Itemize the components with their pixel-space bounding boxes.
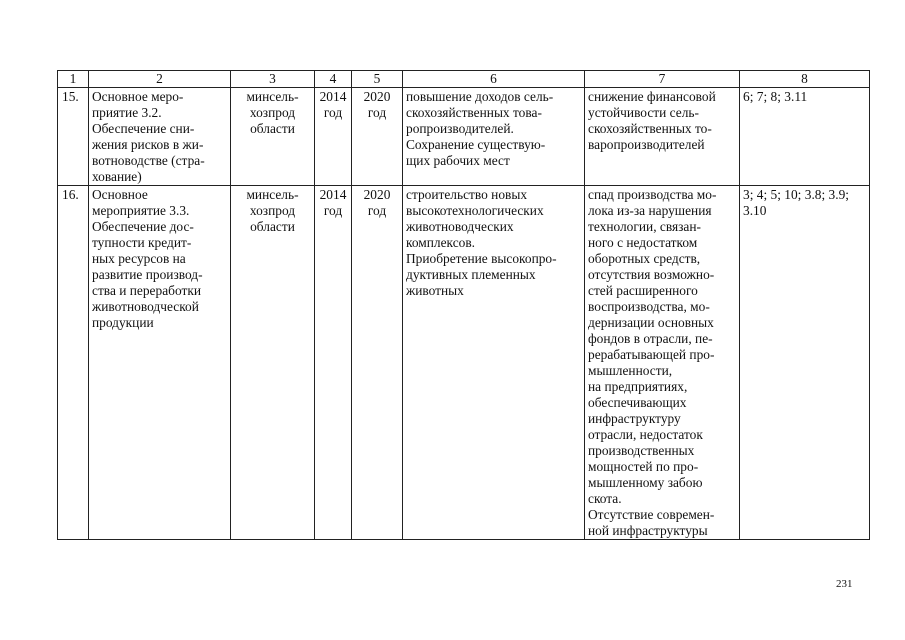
cell-text-line: щих рабочих мест — [406, 153, 510, 168]
cell-text-line: Сохранение существую- — [406, 137, 546, 152]
cell-text-line: мощностей по про- — [588, 459, 699, 474]
cell-text-line: отсутствия возможно- — [588, 267, 715, 282]
cell-text-line: рерабатывающей про- — [588, 347, 715, 362]
cell-text-line: хозпрод — [249, 105, 296, 120]
cell-text-line: минсель- — [246, 89, 299, 104]
cell-text-line: развитие производ- — [92, 267, 203, 282]
cell-text-line: мышленному забою — [588, 475, 703, 490]
table-row — [58, 88, 870, 186]
cell-text-line: ных ресурсов на — [92, 251, 186, 266]
cell-text-line: производственных — [588, 443, 695, 458]
indicators-cell — [740, 88, 870, 186]
consequences-cell — [585, 88, 740, 186]
cell-text-line: повышение доходов сель- — [406, 89, 554, 104]
cell-text-line: мышленности, — [588, 363, 673, 378]
consequences-cell — [585, 186, 740, 540]
cell-text-line: животноводческой — [92, 299, 199, 314]
cell-text-line: снижение финансовой — [588, 89, 716, 104]
indicators-cell — [740, 186, 870, 540]
cell-text-line: дернизации основных — [588, 315, 714, 330]
column-number-3: 3 — [231, 71, 315, 88]
executor-cell — [231, 186, 315, 540]
end-year-cell — [352, 88, 403, 186]
cell-text-line: мероприятие 3.3. — [92, 203, 190, 218]
expected-result-cell — [403, 186, 585, 540]
cell-text-line: варопроизводителей — [588, 137, 705, 152]
cell-text-line: скохозяйственных това- — [406, 105, 542, 120]
end-year-cell — [352, 186, 403, 540]
cell-text-line: скота. — [588, 491, 622, 506]
cell-text-line: Обеспечение сни- — [92, 121, 195, 136]
cell-text-line: инфраструктуру — [588, 411, 681, 426]
activity-name-cell — [89, 88, 231, 186]
cell-text-line: год — [323, 105, 343, 120]
cell-text-line: области — [250, 121, 295, 136]
activity-name-cell — [89, 186, 231, 540]
cell-text-line: год — [367, 105, 387, 120]
cell-text-line: тупности кредит- — [92, 235, 192, 250]
cell-text-line: ной инфраструктуры — [588, 523, 708, 538]
cell-text-line: скохозяйственных то- — [588, 121, 712, 136]
cell-text-line: 3; 4; 5; 10; 3.8; 3.9; — [743, 187, 850, 202]
cell-text-line: высокотехнологических — [406, 203, 544, 218]
expected-result-cell — [403, 88, 585, 186]
row-number-cell: 15. — [58, 88, 89, 186]
cell-text-line: вотноводстве (стра- — [92, 153, 205, 168]
cell-text-line: устойчивости сель- — [588, 105, 699, 120]
cell-text-line: строительство новых — [406, 187, 528, 202]
cell-text-line: животных — [406, 283, 464, 298]
cell-text-line: комплексов. — [406, 235, 476, 250]
cell-text-line: животноводческих — [406, 219, 514, 234]
cell-text-line: Приобретение высокопро- — [406, 251, 557, 266]
column-number-5: 5 — [352, 71, 403, 88]
cell-text-line: ства и переработки — [92, 283, 201, 298]
cell-text-line: Основное меро- — [92, 89, 184, 104]
cell-text-line: 2014 — [319, 89, 347, 104]
executor-cell — [231, 88, 315, 186]
cell-text-line: приятие 3.2. — [92, 105, 162, 120]
column-number-7: 7 — [585, 71, 740, 88]
cell-text-line: Основное — [92, 187, 148, 202]
cell-text-line: 2020 — [363, 89, 391, 104]
cell-text-line: воспроизводства, мо- — [588, 299, 710, 314]
page-number: 231 — [836, 578, 853, 590]
cell-text-line: год — [367, 203, 387, 218]
column-number-4: 4 — [315, 71, 352, 88]
table-row — [58, 186, 870, 540]
cell-text-line: жения рисков в жи- — [92, 137, 204, 152]
column-number-2: 2 — [89, 71, 231, 88]
cell-text-line: лока из-за нарушения — [588, 203, 712, 218]
cell-text-line: 2014 — [319, 187, 347, 202]
column-number-row — [58, 71, 870, 88]
cell-text-line: хозпрод — [249, 203, 296, 218]
cell-text-line: области — [250, 219, 295, 234]
cell-text-line: год — [323, 203, 343, 218]
cell-text-line: 6; 7; 8; 3.11 — [743, 89, 808, 104]
cell-text-line: 3.10 — [743, 203, 767, 218]
start-year-cell — [315, 88, 352, 186]
cell-text-line: хование) — [92, 169, 142, 184]
column-number-6: 6 — [403, 71, 585, 88]
cell-text-line: оборотных средств, — [588, 251, 701, 266]
cell-text-line: минсель- — [246, 187, 299, 202]
start-year-cell — [315, 186, 352, 540]
row-number-cell: 16. — [58, 186, 89, 540]
cell-text-line: технологии, связан- — [588, 219, 702, 234]
cell-text-line: Отсутствие современ- — [588, 507, 715, 522]
cell-text-line: продукции — [92, 315, 154, 330]
cell-text-line: Обеспечение дос- — [92, 219, 194, 234]
column-number-1: 1 — [58, 71, 89, 88]
document-table — [57, 70, 870, 540]
cell-text-line: на предприятиях, — [588, 379, 688, 394]
cell-text-line: отрасли, недостаток — [588, 427, 703, 442]
cell-text-line: фондов в отрасли, пе- — [588, 331, 713, 346]
cell-text-line: ного с недостатком — [588, 235, 698, 250]
cell-text-line: стей расширенного — [588, 283, 698, 298]
cell-text-line: ропроизводителей. — [406, 121, 514, 136]
cell-text-line: спад производства мо- — [588, 187, 717, 202]
cell-text-line: 2020 — [363, 187, 391, 202]
column-number-8: 8 — [740, 71, 870, 88]
cell-text-line: обеспечивающих — [588, 395, 687, 410]
cell-text-line: дуктивных племенных — [406, 267, 536, 282]
